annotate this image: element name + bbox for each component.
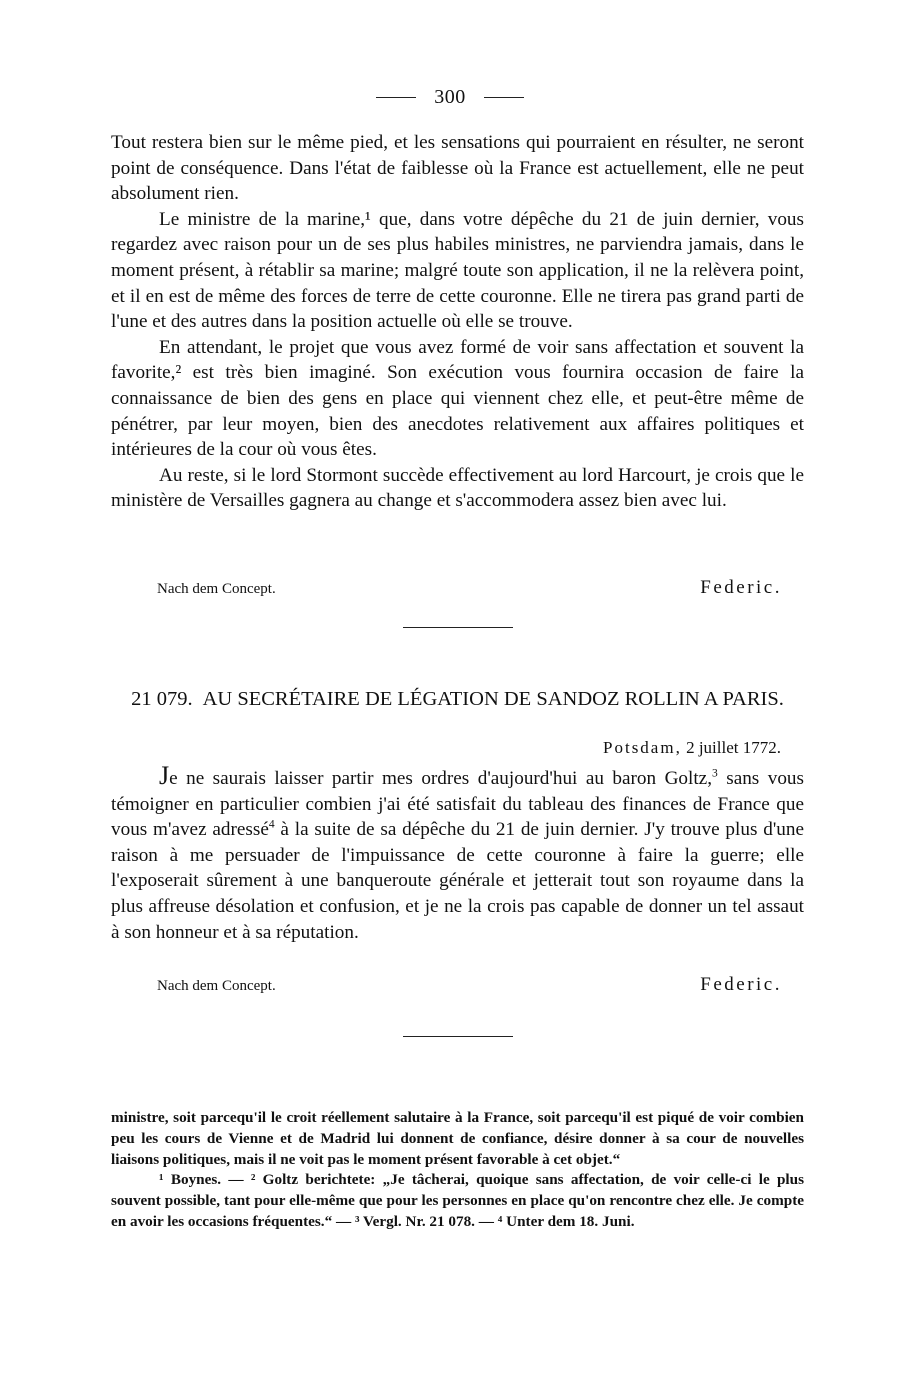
letter-2-body xyxy=(111,761,804,945)
letter-number: 21 079. xyxy=(131,688,193,710)
letter-2-text: sans vous témoigner en particulier combien j'ai été satisfait du tableau des finances de France que vous m'avez adressé xyxy=(111,768,804,841)
letter-1-paragraph: Le ministre de la marine,¹ que, dans votre dépêche du 21 de juin dernier, vous regardez avec raison pour un de ses plus habiles ministres, ne parviendra jamais, dans le moment présent, à rétablir sa marine; malgré toute son application, il ne la relèvera point, et il en est de même des forces de terre de cette couronne. Elle ne tirera pas grand parti de l'une et des autres dans la position actuelle où elle se trouve. xyxy=(111,208,804,333)
source-note: Nach dem Concept. xyxy=(157,581,276,597)
footnote-ref: 3 xyxy=(712,767,718,780)
footnote-list: ¹ Boynes. — ² Goltz berichtete: „Je tâcherai, quoique sans affectation, de voir celle-ci le plus souvent possible, tant pour elle-même que pour les personnes en place qu'on rencontre chez elle. Je compte en avoir les occasions fréquentes.“ — ³ Vergl. Nr. 21 078. — ⁴ Unter dem 18. Juni. xyxy=(111,1171,804,1230)
letter-1-paragraph: Au reste, si le lord Stormont succède effectivement au lord Harcourt, je crois que le ministère de Versailles gagnera au change et s'accommodera assez bien avec lui. xyxy=(111,464,804,512)
letter-2-paragraph xyxy=(111,761,804,945)
letter-1-paragraph: Tout restera bien sur le même pied, et les sensations qui pourraient en résulter, ne seront point de conséquence. Dans l'état de faiblesse où la France est actuellement, elle ne peut absolument rien. xyxy=(111,132,804,205)
section-divider xyxy=(403,1036,513,1037)
signature: Federic. xyxy=(700,974,782,995)
footnote-ref: 4 xyxy=(268,818,275,831)
letter-1-body xyxy=(111,130,804,514)
footnotes xyxy=(111,1108,804,1233)
signature: Federic. xyxy=(700,577,782,598)
letter-2-heading xyxy=(111,686,804,712)
dateline xyxy=(111,738,781,758)
header-dash-right xyxy=(484,97,524,98)
header-dash-left xyxy=(376,97,416,98)
letter-2-text: à la suite de sa dépêche du 21 de juin dernier. J'y trouve plus d'une raison à me persuader de l'impuissance de cette couronne à faire la guerre; elle l'exposerait sûrement à une banqueroute générale et jetterait tout son royaume dans la plus affreuse désolation et confusion, et je ne la crois pas capable de donner un tel assaut à son honneur et à sa réputation. xyxy=(111,819,804,943)
section-divider xyxy=(403,627,513,628)
letter-1-closing xyxy=(111,577,804,599)
letter-1-paragraph: En attendant, le projet que vous avez formé de voir sans affectation et souvent la favorite,² est très bien imaginé. Son exécution vous fournira occasion de faire la connaissance de bien des gens en place qui viennent chez elle, et peut-être même de pénétrer, par leur moyen, bien des anecdotes relativement aux affaires politiques et intérieures de la cour où vous êtes. xyxy=(111,336,804,461)
drop-cap: J xyxy=(159,761,170,790)
footnote-continuation: ministre, soit parcequ'il le croit réellement salutaire à la France, soit parcequ'il est piqué de voir combien peu les cours de Vienne et de Madrid lui donnent de confiance, désire donner à sa cour de nouvelles liaisons politiques, mais il ne voit pas le moment présent favorable à cet objet.“ xyxy=(111,1109,804,1168)
letter-2-text: e ne saurais laisser partir mes ordres d'aujourd'hui au baron Goltz, xyxy=(169,768,712,789)
letter-2-closing xyxy=(111,974,804,996)
page-number: 300 xyxy=(434,86,466,108)
date: 2 juillet 1772. xyxy=(686,738,781,757)
source-note: Nach dem Concept. xyxy=(157,978,276,994)
letter-addressee: AU SECRÉTAIRE DE LÉGATION DE SANDOZ ROLLIN A PARIS. xyxy=(202,688,784,710)
page-header xyxy=(0,86,900,109)
date-place: Potsdam, xyxy=(603,738,682,757)
